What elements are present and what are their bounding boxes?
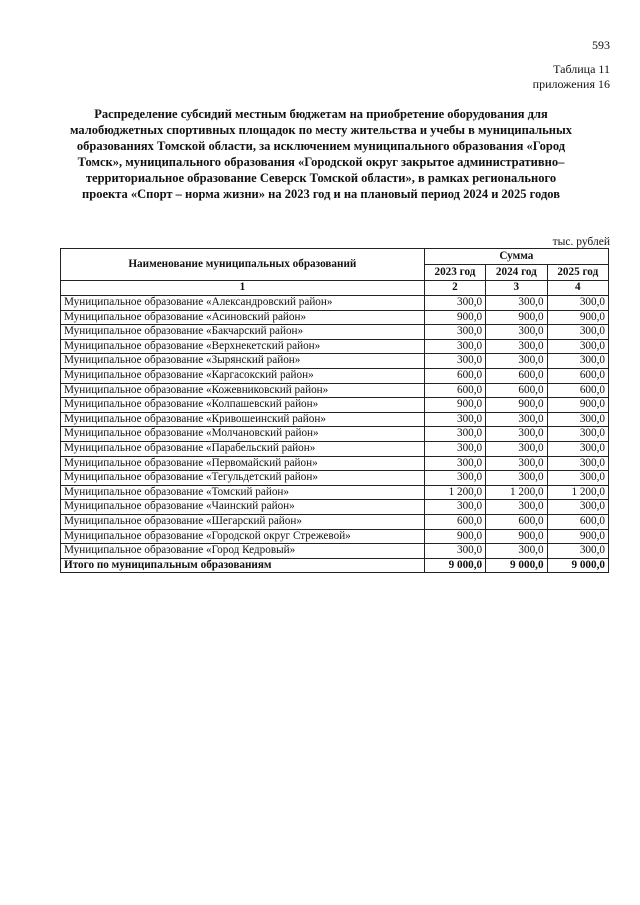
amount-2024: 600,0 xyxy=(486,368,547,383)
column-number: 4 xyxy=(547,281,608,296)
table-row xyxy=(61,325,609,340)
municipality-name: Муниципальное образование «Тегульдетский район» xyxy=(61,471,425,486)
column-number: 3 xyxy=(486,281,547,296)
header-year-2023: 2023 год xyxy=(424,265,485,281)
table-reference xyxy=(533,62,610,92)
amount-2023: 900,0 xyxy=(424,398,485,413)
amount-2023: 300,0 xyxy=(424,456,485,471)
amount-2024: 900,0 xyxy=(486,398,547,413)
header-year-2025: 2025 год xyxy=(547,265,608,281)
amount-2023: 300,0 xyxy=(424,325,485,340)
amount-2024: 300,0 xyxy=(486,441,547,456)
amount-2025: 900,0 xyxy=(547,398,608,413)
amount-2024: 300,0 xyxy=(486,412,547,427)
municipality-name: Муниципальное образование «Чаинский район» xyxy=(61,500,425,515)
amount-2025: 300,0 xyxy=(547,427,608,442)
amount-2023: 300,0 xyxy=(424,296,485,311)
table-row xyxy=(61,368,609,383)
table-ref-line1: Таблица 11 xyxy=(553,62,610,76)
amount-2024: 300,0 xyxy=(486,544,547,559)
municipality-name: Муниципальное образование «Молчановский район» xyxy=(61,427,425,442)
table-row xyxy=(61,412,609,427)
amount-2024: 300,0 xyxy=(486,500,547,515)
table-row xyxy=(61,398,609,413)
municipality-name: Муниципальное образование «Город Кедровый» xyxy=(61,544,425,559)
amount-2024: 300,0 xyxy=(486,339,547,354)
table-row xyxy=(61,354,609,369)
amount-2025: 300,0 xyxy=(547,412,608,427)
total-2024: 9 000,0 xyxy=(486,558,547,573)
amount-2025: 300,0 xyxy=(547,339,608,354)
amount-2024: 300,0 xyxy=(486,296,547,311)
total-row xyxy=(61,558,609,573)
table-row xyxy=(61,339,609,354)
amount-2025: 300,0 xyxy=(547,325,608,340)
amount-2023: 600,0 xyxy=(424,514,485,529)
column-number-row xyxy=(61,281,609,296)
amount-2025: 600,0 xyxy=(547,368,608,383)
amount-2023: 300,0 xyxy=(424,427,485,442)
table-row xyxy=(61,485,609,500)
table-ref-line2: приложения 16 xyxy=(532,77,610,91)
total-label: Итого по муниципальным образованиям xyxy=(61,558,425,573)
units-label: тыс. рублей xyxy=(552,236,610,248)
amount-2024: 300,0 xyxy=(486,354,547,369)
document-title: Распределение субсидий местным бюджетам на приобретение оборудования для малобюджетных спортивных площадок по месту жительства и учебы в муниципальных образованиях Томской области, за исключением муниципального образования «Город Томск», муниципального образования «Городской округ закрытое административно–территориальное образование Северск Томской области», в рамках регионального проекта «Спорт – норма жизни» на 2023 год и на плановый период 2024 и 2025 годов xyxy=(69,107,572,201)
amount-2025: 300,0 xyxy=(547,471,608,486)
amount-2024: 600,0 xyxy=(486,383,547,398)
table-row xyxy=(61,296,609,311)
amount-2025: 300,0 xyxy=(547,441,608,456)
column-number: 1 xyxy=(61,281,425,296)
amount-2023: 300,0 xyxy=(424,471,485,486)
amount-2025: 300,0 xyxy=(547,296,608,311)
amount-2024: 300,0 xyxy=(486,427,547,442)
amount-2023: 600,0 xyxy=(424,368,485,383)
subsidy-table xyxy=(60,248,609,573)
total-2023: 9 000,0 xyxy=(424,558,485,573)
amount-2025: 300,0 xyxy=(547,500,608,515)
amount-2025: 1 200,0 xyxy=(547,485,608,500)
amount-2023: 900,0 xyxy=(424,529,485,544)
municipality-name: Муниципальное образование «Зырянский район» xyxy=(61,354,425,369)
header-year-2024: 2024 год xyxy=(486,265,547,281)
amount-2023: 300,0 xyxy=(424,339,485,354)
municipality-name: Муниципальное образование «Асиновский район» xyxy=(61,310,425,325)
table-row xyxy=(61,310,609,325)
table-row xyxy=(61,471,609,486)
amount-2023: 1 200,0 xyxy=(424,485,485,500)
table-row xyxy=(61,500,609,515)
amount-2023: 900,0 xyxy=(424,310,485,325)
amount-2025: 300,0 xyxy=(547,456,608,471)
municipality-name: Муниципальное образование «Томский район» xyxy=(61,485,425,500)
table-row xyxy=(61,544,609,559)
municipality-name: Муниципальное образование «Шегарский район» xyxy=(61,514,425,529)
amount-2023: 300,0 xyxy=(424,354,485,369)
amount-2024: 600,0 xyxy=(486,514,547,529)
municipality-name: Муниципальное образование «Кожевниковский район» xyxy=(61,383,425,398)
column-number: 2 xyxy=(424,281,485,296)
amount-2025: 600,0 xyxy=(547,383,608,398)
table-row xyxy=(61,383,609,398)
amount-2025: 600,0 xyxy=(547,514,608,529)
table-row xyxy=(61,456,609,471)
amount-2024: 300,0 xyxy=(486,471,547,486)
municipality-name: Муниципальное образование «Городской округ Стрежевой» xyxy=(61,529,425,544)
amount-2025: 900,0 xyxy=(547,310,608,325)
municipality-name: Муниципальное образование «Бакчарский район» xyxy=(61,325,425,340)
municipality-name: Муниципальное образование «Колпашевский район» xyxy=(61,398,425,413)
municipality-name: Муниципальное образование «Первомайский район» xyxy=(61,456,425,471)
amount-2024: 1 200,0 xyxy=(486,485,547,500)
municipality-name: Муниципальное образование «Каргасокский район» xyxy=(61,368,425,383)
municipality-name: Муниципальное образование «Кривошеинский район» xyxy=(61,412,425,427)
amount-2025: 300,0 xyxy=(547,354,608,369)
table-row xyxy=(61,529,609,544)
amount-2024: 300,0 xyxy=(486,325,547,340)
municipality-name: Муниципальное образование «Парабельский район» xyxy=(61,441,425,456)
page-number: 593 xyxy=(592,38,610,52)
amount-2024: 300,0 xyxy=(486,456,547,471)
amount-2025: 900,0 xyxy=(547,529,608,544)
amount-2023: 300,0 xyxy=(424,441,485,456)
amount-2025: 300,0 xyxy=(547,544,608,559)
amount-2024: 900,0 xyxy=(486,529,547,544)
amount-2023: 600,0 xyxy=(424,383,485,398)
municipality-name: Муниципальное образование «Верхнекетский район» xyxy=(61,339,425,354)
amount-2023: 300,0 xyxy=(424,544,485,559)
amount-2023: 300,0 xyxy=(424,500,485,515)
amount-2024: 900,0 xyxy=(486,310,547,325)
total-2025: 9 000,0 xyxy=(547,558,608,573)
header-sum: Сумма xyxy=(424,249,608,265)
municipality-name: Муниципальное образование «Александровский район» xyxy=(61,296,425,311)
table-row xyxy=(61,441,609,456)
amount-2023: 300,0 xyxy=(424,412,485,427)
table-row xyxy=(61,427,609,442)
table-row xyxy=(61,514,609,529)
header-name: Наименование муниципальных образований xyxy=(61,249,425,281)
